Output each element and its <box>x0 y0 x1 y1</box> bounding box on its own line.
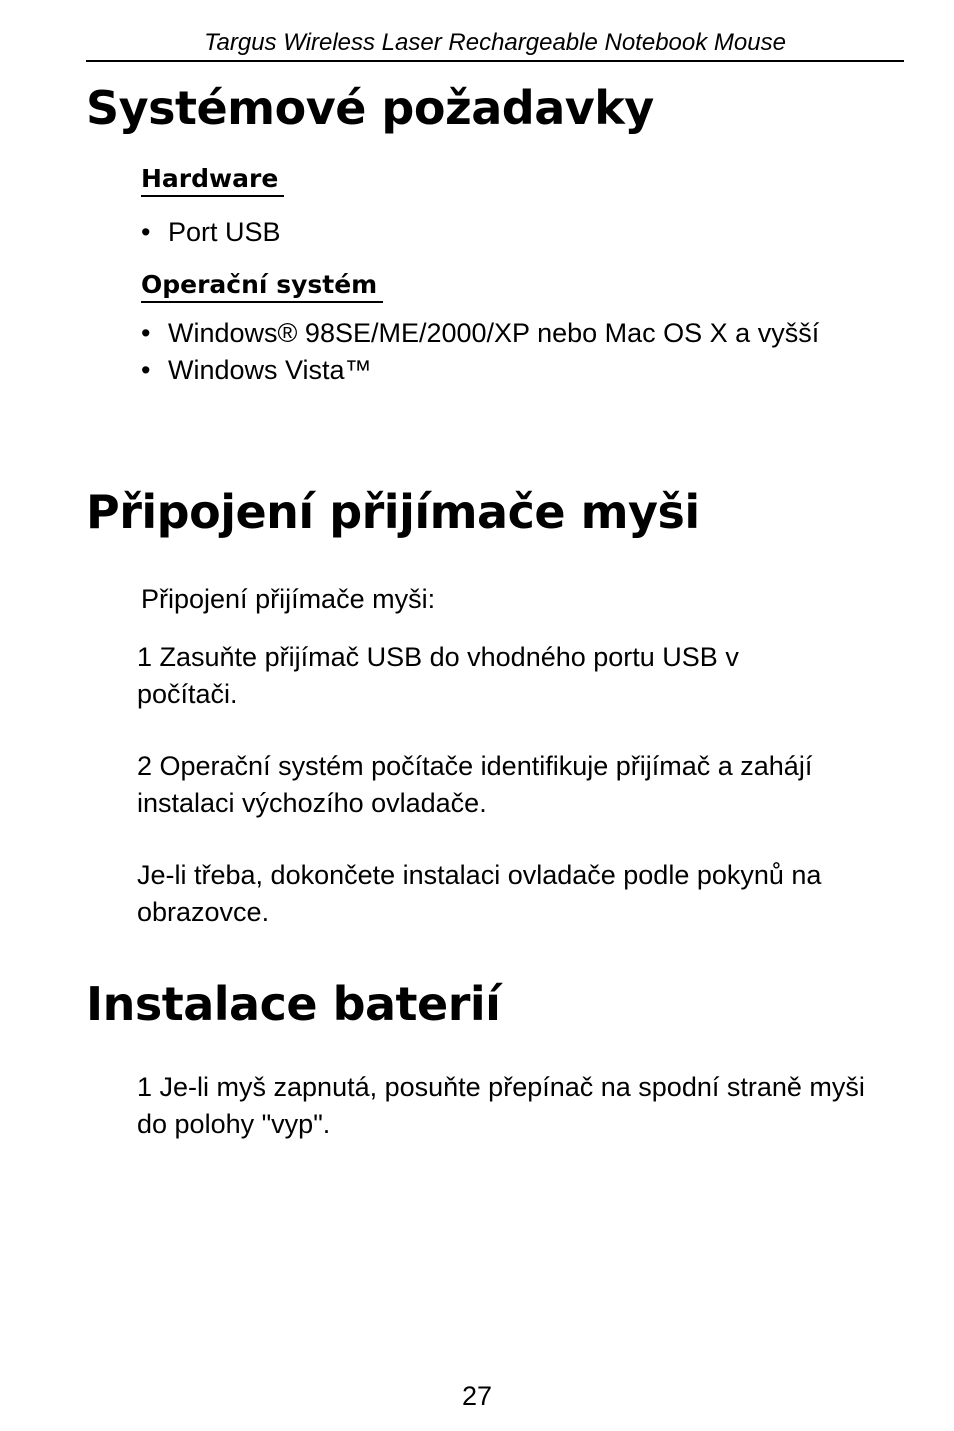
bullet-icon: • <box>141 217 151 247</box>
subheading-operating-system: Operační systém <box>141 270 383 303</box>
hardware-list <box>141 214 281 251</box>
connect-step-3: Je-li třeba, dokončete instalaci ovladače podle pokynů na obrazovce. <box>137 860 822 927</box>
connect-intro: Připojení přijímače myši: <box>141 584 436 614</box>
connect-step-1: 1 Zasuňte přijímač USB do vhodného portu USB v počítači. <box>137 642 739 709</box>
connect-step-2: 2 Operační systém počítače identifikuje přijímač a zahájí instalaci výchozího ovladače. <box>137 751 813 818</box>
os-list <box>141 315 819 389</box>
running-header: Targus Wireless Laser Rechargeable Notebook Mouse <box>86 28 904 62</box>
list-item: • Windows® 98SE/ME/2000/XP nebo Mac OS X a vyšší <box>141 315 819 352</box>
section-title-connect-receiver: Připojení přijímače myši <box>86 485 700 539</box>
bullet-icon: • <box>141 355 151 385</box>
subheading-hardware: Hardware <box>141 164 284 197</box>
battery-step-1: 1 Je-li myš zapnutá, posuňte přepínač na spodní straně myši do polohy "vyp". <box>137 1072 865 1139</box>
bullet-icon: • <box>141 318 151 348</box>
list-item: • Windows Vista™ <box>141 352 819 389</box>
section-title-system-requirements: Systémové požadavky <box>86 81 654 135</box>
page-number: 27 <box>461 1381 493 1411</box>
list-item: • Port USB <box>141 214 281 251</box>
section-title-battery: Instalace baterií <box>86 977 501 1031</box>
